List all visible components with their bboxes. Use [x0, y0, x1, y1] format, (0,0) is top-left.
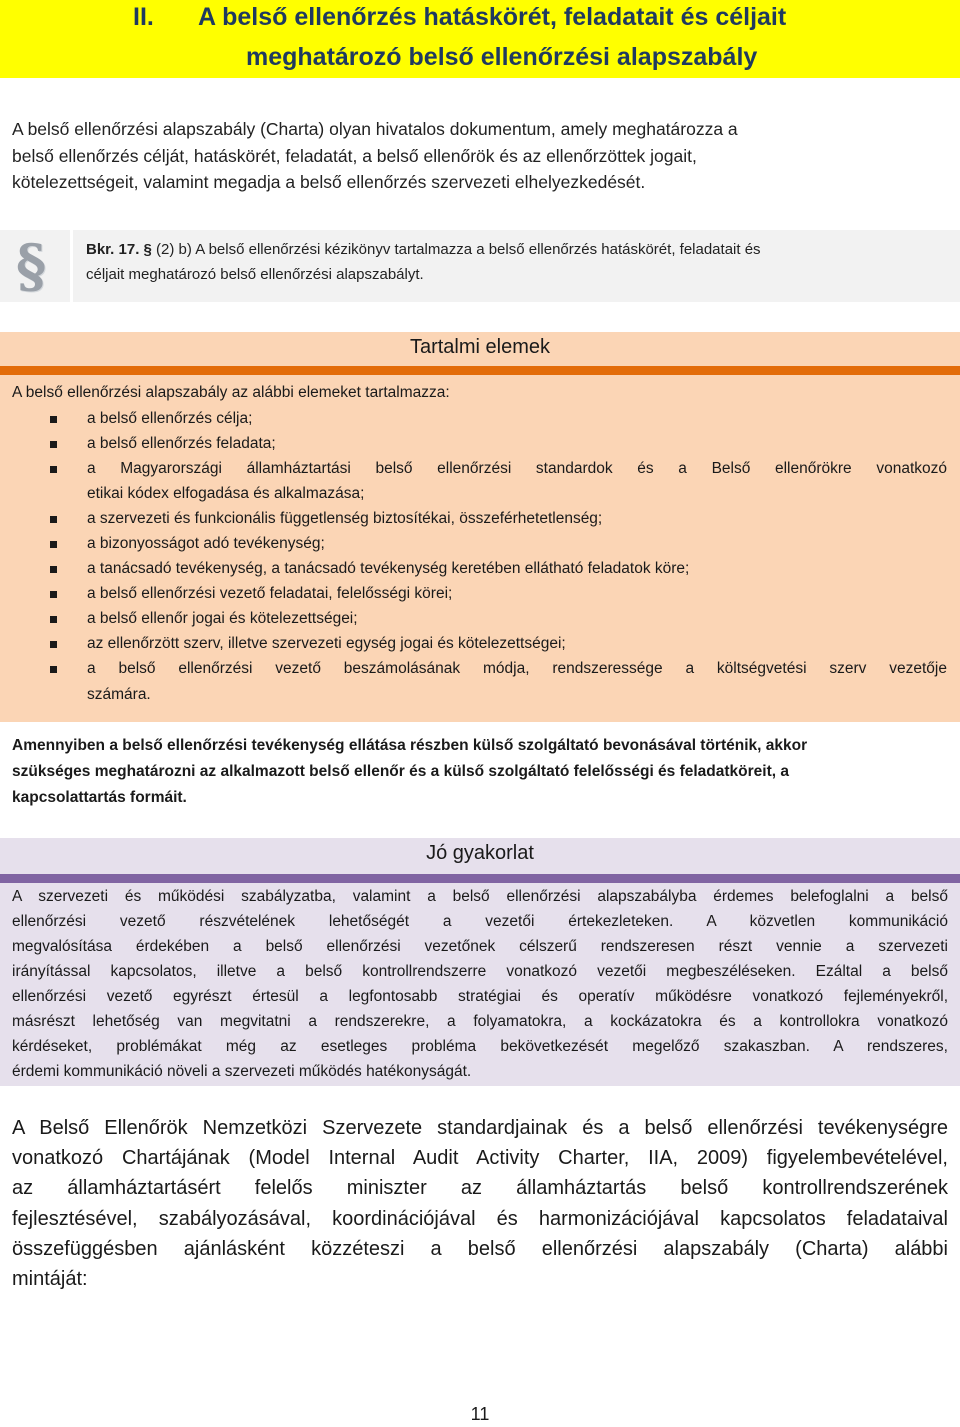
content-title: Tartalmi elemek [409, 336, 551, 358]
bullet-icon [50, 541, 57, 548]
section-number: II. [133, 3, 154, 31]
list-item-text: a belső ellenőrzési vezető beszámolásának módja, rendszeressége a költségvetési szerv vezetője [87, 660, 947, 677]
bullet-icon [50, 516, 57, 523]
law-ref: Bkr. 17. § [86, 241, 152, 258]
good-practice-line: A szervezeti és működési szabályzatba, valamint a belső ellenőrzési alapszabályba érdemes belefoglalni a belső [12, 888, 948, 905]
list-item-text: a belső ellenőrzési vezető feladatai, felelősségi körei; [87, 585, 453, 602]
list-item-text: a belső ellenőrzés célja; [87, 410, 253, 427]
closing-line: összefüggésben ajánlásként közzéteszi a belső ellenőrzési alapszabály (Charta) alábbi [12, 1237, 948, 1260]
intro-line: A belső ellenőrzési alapszabály (Charta) olyan hivatalos dokumentum, amely meghatározza a [12, 119, 738, 139]
external-line: kapcsolattartás formáit. [12, 789, 187, 806]
good-practice-line: ellenőrzési vezető részvételének lehetőségét a vezetői értekezleteken. A közvetlen kommunikáció [12, 913, 948, 930]
external-line: szükséges meghatározni az alkalmazott belső ellenőr és a külső szolgáltató felelősségi és feladatköreit, a [12, 763, 789, 780]
list-item-text: a tanácsadó tevékenység, a tanácsadó tevékenység keretében ellátható feladatok köre; [87, 560, 690, 577]
bullet-icon [50, 591, 57, 598]
good-practice-line: megvalósítása érdekében a belső ellenőrzési vezetőnek célszerű rendszeresen részt vennie a szervezeti [12, 938, 948, 955]
external-provider-paragraph [12, 733, 948, 811]
content-title-band [0, 366, 960, 375]
good-practice-line: másrészt lehetőség van megvitatni a rendszerekre, a folyamatokra, a kockázatokra és a kontrollokra vonatkozó [12, 1013, 948, 1030]
closing-line: vonatkozó Chartájának (Model Internal Audit Activity Charter, IIA, 2009) figyelembevételével, [12, 1147, 948, 1170]
law-reference-box [0, 230, 960, 302]
list-item-text: számára. [87, 686, 151, 703]
law-line-2: céljait meghatározó belső ellenőrzési alapszabályt. [86, 266, 424, 283]
closing-line: mintáját: [12, 1268, 88, 1291]
bullet-icon [50, 566, 57, 573]
intro-paragraph [12, 116, 948, 196]
bullet-icon [50, 666, 57, 673]
list-item-text: a belső ellenőr jogai és kötelezettségei; [87, 610, 358, 627]
list-item-text: a belső ellenőrzés feladata; [87, 435, 276, 452]
bullet-icon [50, 641, 57, 648]
good-practice-line: érdemi kommunikáció növeli a szervezeti működés hatékonyságát. [12, 1063, 472, 1080]
content-elements-box [0, 332, 960, 722]
content-lead: A belső ellenőrzési alapszabály az alábbi elemeket tartalmazza: [12, 384, 450, 401]
list-item-text: etikai kódex elfogadása és alkalmazása; [87, 485, 365, 502]
section-sign-icon: § [16, 232, 47, 300]
closing-paragraph [12, 1113, 948, 1294]
section-title-line-2: meghatározó belső ellenőrzési alapszabály [246, 43, 758, 71]
section-heading [0, 0, 960, 78]
closing-line: A Belső Ellenőrök Nemzetközi Szervezete standardjainak és a belső ellenőrzési tevékenységre [12, 1117, 948, 1139]
section-sign-box [0, 230, 70, 302]
bullet-icon [50, 416, 57, 423]
intro-line: belső ellenőrzés célját, hatáskörét, feladatát, a belső ellenőrök és az ellenőrzöttek jogait, [12, 145, 697, 166]
list-item-text: a bizonyosságot adó tevékenység; [87, 535, 325, 552]
list-item-text: az ellenőrzött szerv, illetve szervezeti egység jogai és kötelezettségei; [87, 635, 566, 652]
closing-line: az államháztartásért felelős miniszter az államháztartás belső kontrollrendszerének [12, 1177, 948, 1200]
closing-line: fejlesztésével, szabályozásával, koordinációjával és harmonizációjával kapcsolatos feladataival [12, 1207, 948, 1230]
law-line-1-text: (2) b) A belső ellenőrzési kézikönyv tartalmazza a belső ellenőrzés hatáskörét, feladatait és [151, 241, 761, 258]
good-practice-title-band [0, 874, 960, 883]
section-title-line-1: A belső ellenőrzés hatáskörét, feladatait és céljait [198, 3, 787, 31]
good-practice-line: irányítással kapcsolatos, illetve a belső kontrollrendszerre vonatkozó vezetői megbeszéléseken. Ezáltal a belső [12, 963, 948, 980]
good-practice-line: ellenőrzési vezető egyrészt értesül a legfontosabb stratégiai és operatív működésre vonatkozó fejleményekről, [12, 988, 948, 1005]
good-practice-title: Jó gyakorlat [426, 842, 534, 864]
list-item-text: a Magyarországi államháztartási belső ellenőrzési standardok és a Belső ellenőrökre vonatkozó [87, 460, 947, 477]
external-line: Amennyiben a belső ellenőrzési tevékenység ellátása részben külső szolgáltató bevonásával történik, akkor [12, 737, 808, 754]
bullet-icon [50, 441, 57, 448]
good-practice-box [0, 838, 960, 1086]
good-practice-line: kérdéseket, problémákat még az esetleges probléma bekövetkezését megelőző szakaszban. A rendszeres, [12, 1038, 948, 1055]
page-number: 11 [470, 1404, 490, 1424]
list-item-text: a szervezeti és funkcionális függetlenség biztosítékai, összeférhetetlenség; [87, 510, 603, 527]
law-line-1 [86, 241, 761, 258]
intro-line: kötelezettségeit, valamint megadja a belső ellenőrzés szervezeti elhelyezkedését. [12, 172, 646, 192]
bullet-icon [50, 466, 57, 473]
bullet-icon [50, 616, 57, 623]
